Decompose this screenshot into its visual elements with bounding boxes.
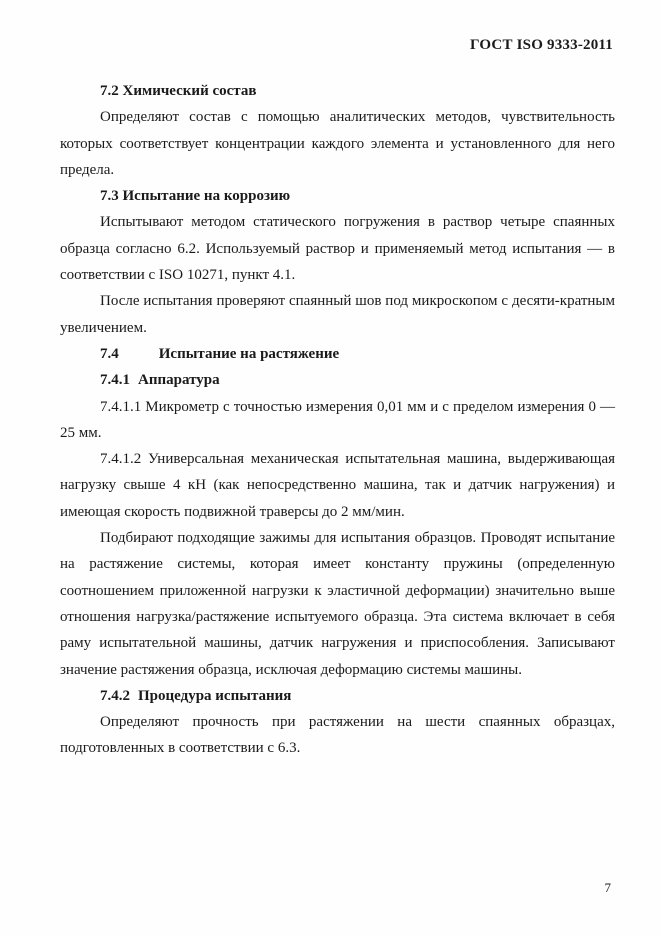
section-7-4-title: Испытание на растяжение: [158, 345, 340, 362]
section-7-4-number: 7.4: [100, 345, 119, 362]
section-7-2-heading: 7.2 Химический состав: [100, 83, 257, 99]
section-7-4-2-heading: [60, 683, 615, 709]
section-7-4-1-2-paragraph: 7.4.1.2 Универсальная механическая испытательная машина, выдерживающая нагрузку свыше 4 кН (как непосредственно машина, так и датчик нагружения) и имеющая скорость подвижной траверсы до 2 мм/мин.: [60, 451, 615, 520]
section-7-3-heading: 7.3 Испытание на коррозию: [100, 188, 291, 205]
section-7-4-2-paragraph: Определяют прочность при растяжении на шести спаянных образцах, подготовленных в соответствии с 6.3.: [60, 714, 615, 757]
section-7-4-1-number: 7.4.1: [100, 372, 130, 389]
page-number: 7: [604, 880, 611, 895]
section-7-4-1-paragraph-3: Подбирают подходящие зажимы для испытания образцов. Проводят испытание на растяжение системы, которая имеет константу пружины (определенную соотношением приложенной нагрузки к эластичной деформации) значительно выше отношения нагрузка/растяжение испытуемого образца. Эта система включает в себя раму испытательной машины, датчик нагружения и приспособления. Записывают значение растяжения образца, исключая деформацию системы машины.: [60, 530, 615, 678]
section-7-3-paragraph-1: Испытывают методом статического погружения в раствор четыре спаянных образца согласно 6.2. Используемый раствор и применяемый метод испытания — в соответствии с ISO 10271, пункт 4.1.: [60, 214, 615, 284]
section-7-2-paragraph: Определяют состав с помощью аналитических методов, чувствительность которых соответствует концентрации каждого элемента и установленного для него предела.: [60, 109, 615, 178]
section-7-4-1-heading: [60, 367, 615, 393]
section-7-4-heading: [60, 341, 615, 367]
document-code: ГОСТ ISO 9333-2011: [470, 37, 613, 53]
section-7-4-1-title: Аппаратура: [138, 372, 220, 389]
section-7-3-paragraph-2: После испытания проверяют спаянный шов под микроскопом с десяти-кратным увеличением.: [60, 293, 615, 336]
document-body: [60, 78, 615, 762]
section-7-4-2-title: Процедура испытания: [138, 687, 292, 704]
section-7-4-2-number: 7.4.2: [100, 687, 130, 704]
section-7-4-1-1-paragraph: 7.4.1.1 Микрометр с точностью измерения 0,01 мм и с пределом измерения 0 — 25 мм.: [60, 398, 615, 441]
